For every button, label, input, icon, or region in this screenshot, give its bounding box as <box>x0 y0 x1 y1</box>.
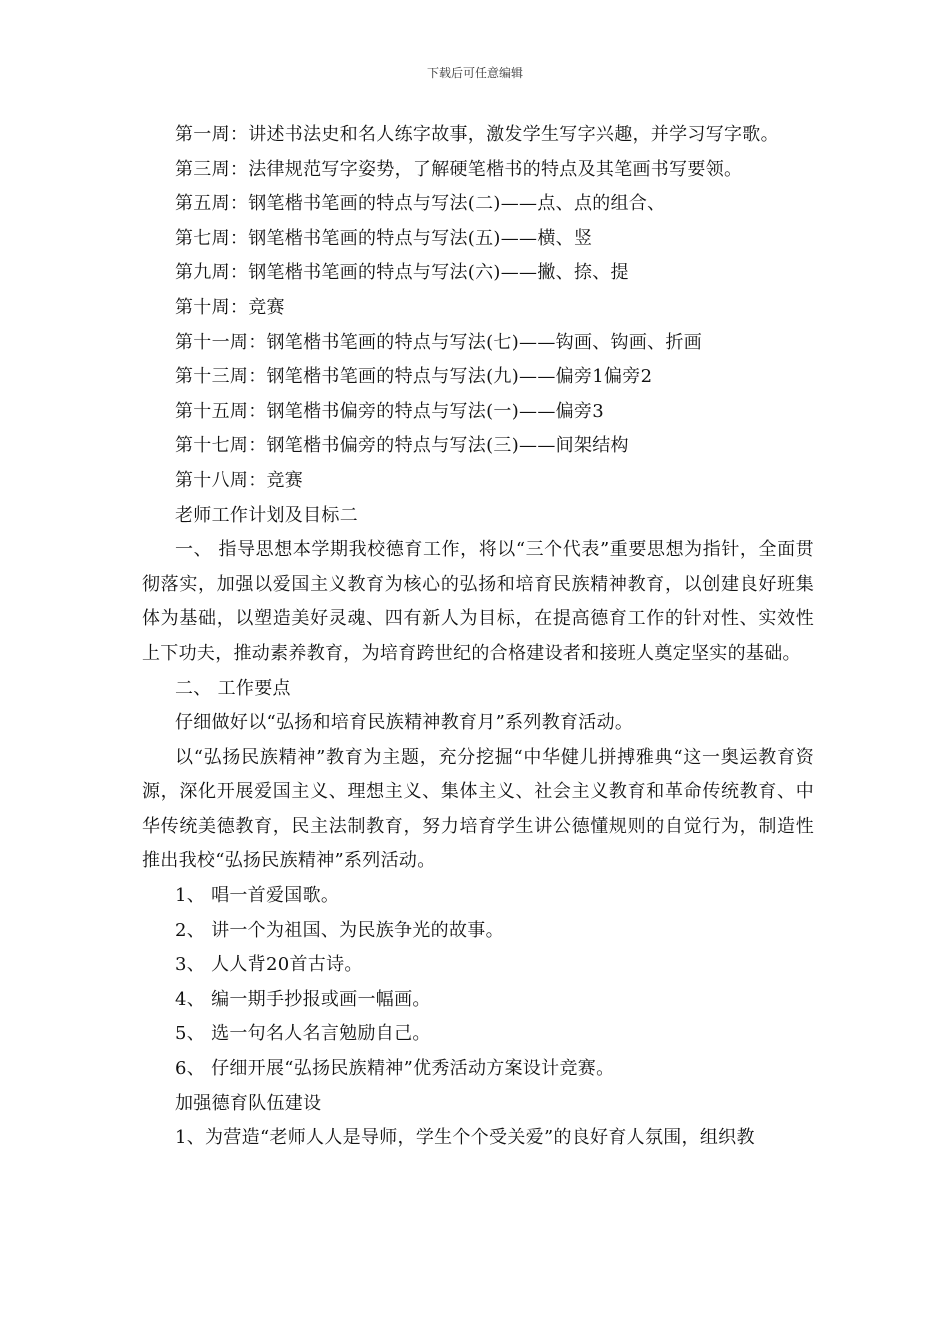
week-17-line: 第十七周：钢笔楷书偏旁的特点与写法(三)——间架结构 <box>175 435 629 457</box>
week-7-line: 第七周：钢笔楷书笔画的特点与写法(五)——横、竖 <box>175 227 593 249</box>
week-13-line: 第十三周：钢笔楷书笔画的特点与写法(九)——偏旁1偏旁2 <box>175 366 653 388</box>
week-9-line: 第九周：钢笔楷书笔画的特点与写法(六)——撇、捺、提 <box>175 262 629 284</box>
page-header: 下载后可任意编辑 <box>426 66 523 80</box>
last-line: 1、为营造“老师人人是导师，学生个个受关爱”的良好育人氛围，组织教 <box>175 1127 755 1149</box>
list-item: 1、 唱一首爱国歌。 <box>175 885 340 907</box>
list-item: 6、 仔细开展“弘扬民族精神”优秀活动方案设计竞赛。 <box>175 1058 615 1080</box>
document-body <box>142 118 814 1156</box>
national-spirit-paragraph: 以“弘扬民族精神”教育为主题，充分挖掘“中华健儿拼搏雅典“这一奥运教育资源，深化开展爱国主义、理想主义、集体主义、社会主义教育和革命传统教育、中华传统美德教育，民主法制教育，努力培育学生讲公德懂规则的自觉行为，制造性推出我校“弘扬民族精神”系列活动。 <box>142 746 814 872</box>
week-15-line: 第十五周：钢笔楷书偏旁的特点与写法(一)——偏旁3 <box>175 400 604 422</box>
list-item: 3、 人人背20首古诗。 <box>175 954 363 976</box>
team-building-heading: 加强德育队伍建设 <box>175 1092 322 1114</box>
section-title: 老师工作计划及目标二 <box>175 504 358 526</box>
list-item: 4、 编一期手抄报或画一幅画。 <box>175 988 431 1010</box>
work-points-heading: 二、 工作要点 <box>175 677 291 699</box>
list-item: 5、 选一句名人名言勉励自己。 <box>175 1023 431 1045</box>
week-10-line: 第十周：竞赛 <box>175 296 285 318</box>
guiding-ideology-paragraph: 一、 指导思想本学期我校德育工作，将以“三个代表”重要思想为指针，全面贯彻落实，加强以爱国主义教育为核心的弘扬和培育民族精神教育，以创建良好班集体为基础，以塑造美好灵魂、四有新人为目标，在提高德育工作的针对性、实效性上下功夫，推动素养教育，为培育跨世纪的合格建设者和接班人奠定坚实的基础。 <box>142 539 814 664</box>
week-11-line: 第十一周：钢笔楷书笔画的特点与写法(七)——钩画、钩画、折画 <box>175 331 703 353</box>
week-3-line: 第三周：法律规范写字姿势，了解硬笔楷书的特点及其笔画书写要领。 <box>175 158 743 180</box>
week-5-line: 第五周：钢笔楷书笔画的特点与写法(二)——点、点的组合、 <box>175 193 666 215</box>
list-item: 2、 讲一个为祖国、为民族争光的故事。 <box>175 919 504 941</box>
activity-line: 仔细做好以“弘扬和培育民族精神教育月”系列教育活动。 <box>175 712 634 734</box>
week-1-line: 第一周：讲述书法史和名人练字故事，激发学生写字兴趣，并学习写字歌。 <box>175 124 779 145</box>
week-18-line: 第十八周：竞赛 <box>175 469 304 491</box>
